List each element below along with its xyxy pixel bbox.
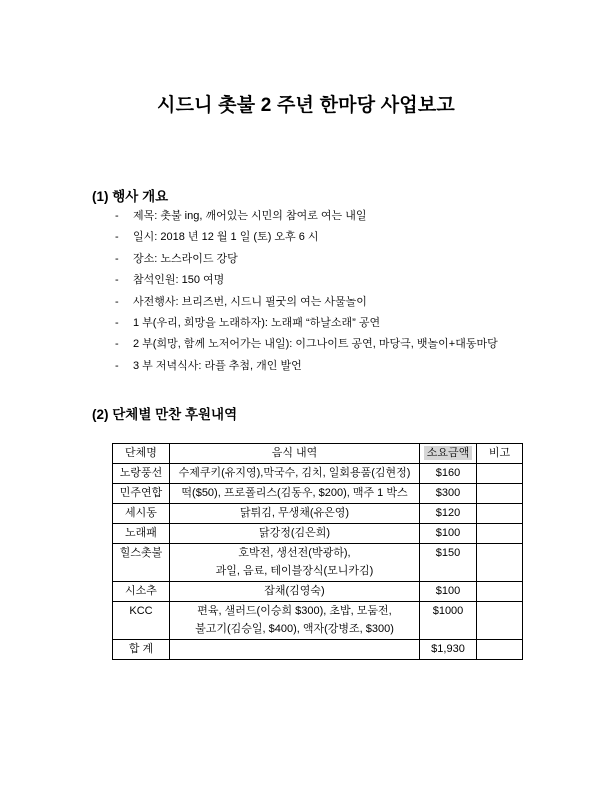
list-item	[115, 206, 555, 227]
list-item-text: 일시: 2018 년 12 월 1 일 (토) 오후 6 시	[133, 231, 319, 244]
food-line: 과일, 음료, 테이블장식(모니카김)	[215, 565, 374, 577]
amount-cell: $300	[420, 483, 477, 503]
table-row	[113, 523, 523, 543]
food-cell: 닭튀김, 무생채(유은영)	[170, 503, 420, 523]
note-cell	[477, 601, 523, 639]
section-2-heading: (2) 단체별 만찬 후원내역	[92, 407, 238, 422]
note-cell	[477, 639, 523, 659]
food-cell: 잡채(김영숙)	[170, 581, 420, 601]
table-row	[113, 581, 523, 601]
food-cell	[170, 601, 420, 639]
table-header-row	[113, 444, 523, 464]
food-line: 호박전, 생선전(박광하),	[238, 546, 351, 559]
org-cell: 노랑풍선	[113, 463, 170, 483]
table-row	[113, 503, 523, 523]
list-item	[115, 249, 555, 270]
sponsor-table	[112, 443, 523, 660]
list-item-text: 참석인원: 150 여명	[133, 274, 225, 287]
list-item-text: 장소: 노스라이드 강당	[133, 252, 238, 265]
food-line: 편육, 샐러드(이승희 $300), 초밥, 모둠전,	[197, 604, 392, 617]
org-cell: 합 계	[113, 639, 170, 659]
section-1-heading: (1) 행사 개요	[92, 189, 169, 204]
amount-cell: $160	[420, 463, 477, 483]
list-item	[115, 292, 555, 313]
table-row	[113, 483, 523, 503]
note-cell	[477, 483, 523, 503]
list-item	[115, 313, 555, 334]
list-item	[115, 227, 555, 248]
amount-cell: $1000	[420, 601, 477, 639]
bullet-dash: -	[115, 317, 119, 330]
note-cell	[477, 581, 523, 601]
bullet-dash: -	[115, 210, 119, 222]
event-overview-list	[115, 206, 555, 377]
org-cell: KCC	[113, 601, 170, 639]
food-line: 불고기(김승일, $400), 액자(강병조, $300)	[195, 623, 394, 635]
page-title: 시드니 촛불 2 주년 한마당 사업보고	[157, 95, 455, 116]
header-food: 음식 내역	[170, 444, 420, 464]
note-cell	[477, 503, 523, 523]
bullet-dash: -	[115, 252, 119, 265]
food-cell	[170, 543, 420, 581]
bullet-dash: -	[115, 338, 119, 351]
table-total-row	[113, 639, 523, 659]
org-cell: 세시동	[113, 503, 170, 523]
food-cell	[170, 639, 420, 659]
amount-cell: $120	[420, 503, 477, 523]
bullet-dash: -	[115, 231, 119, 244]
amount-cell: $1,930	[420, 639, 477, 659]
bullet-dash: -	[115, 295, 119, 308]
list-item	[115, 356, 555, 377]
food-cell: 닭강정(김은희)	[170, 523, 420, 543]
list-item-text: 제목: 촛불 ing, 깨어있는 시민의 참여로 여는 내일	[133, 210, 367, 222]
header-org: 단체명	[113, 444, 170, 464]
org-cell: 시소추	[113, 581, 170, 601]
table-row	[113, 543, 523, 581]
list-item	[115, 270, 555, 291]
note-cell	[477, 463, 523, 483]
note-cell	[477, 543, 523, 581]
food-cell: 수제쿠키(유지영),막국수, 김치, 일회용품(김현정)	[170, 463, 420, 483]
org-cell: 노래패	[113, 523, 170, 543]
header-note: 비고	[477, 444, 523, 464]
bullet-dash: -	[115, 274, 119, 287]
table-row	[113, 463, 523, 483]
table-row	[113, 601, 523, 639]
amount-cell: $100	[420, 581, 477, 601]
list-item-text: 1 부(우리, 희망을 노래하자): 노래패 “하날소래” 공연	[133, 317, 381, 330]
list-item-text: 2 부(희망, 함께 노저어가는 내일): 이그나이트 공연, 마당극, 뱃놀이+대동마당	[133, 338, 498, 351]
header-amount-highlight: 소요금액	[424, 446, 473, 460]
org-cell: 민주연합	[113, 483, 170, 503]
list-item-text: 사전행사: 브리즈번, 시드니 필굿의 여는 사물놀이	[133, 295, 367, 308]
amount-cell: $100	[420, 523, 477, 543]
list-item	[115, 334, 555, 355]
bullet-dash: -	[115, 359, 119, 372]
food-cell: 떡($50), 프로폴리스(김동우, $200), 맥주 1 박스	[170, 483, 420, 503]
org-cell: 힐스촛불	[113, 543, 170, 581]
header-amount	[420, 444, 477, 464]
amount-cell: $150	[420, 543, 477, 581]
note-cell	[477, 523, 523, 543]
list-item-text: 3 부 저녁식사: 라플 추첨, 개인 발언	[133, 359, 302, 372]
